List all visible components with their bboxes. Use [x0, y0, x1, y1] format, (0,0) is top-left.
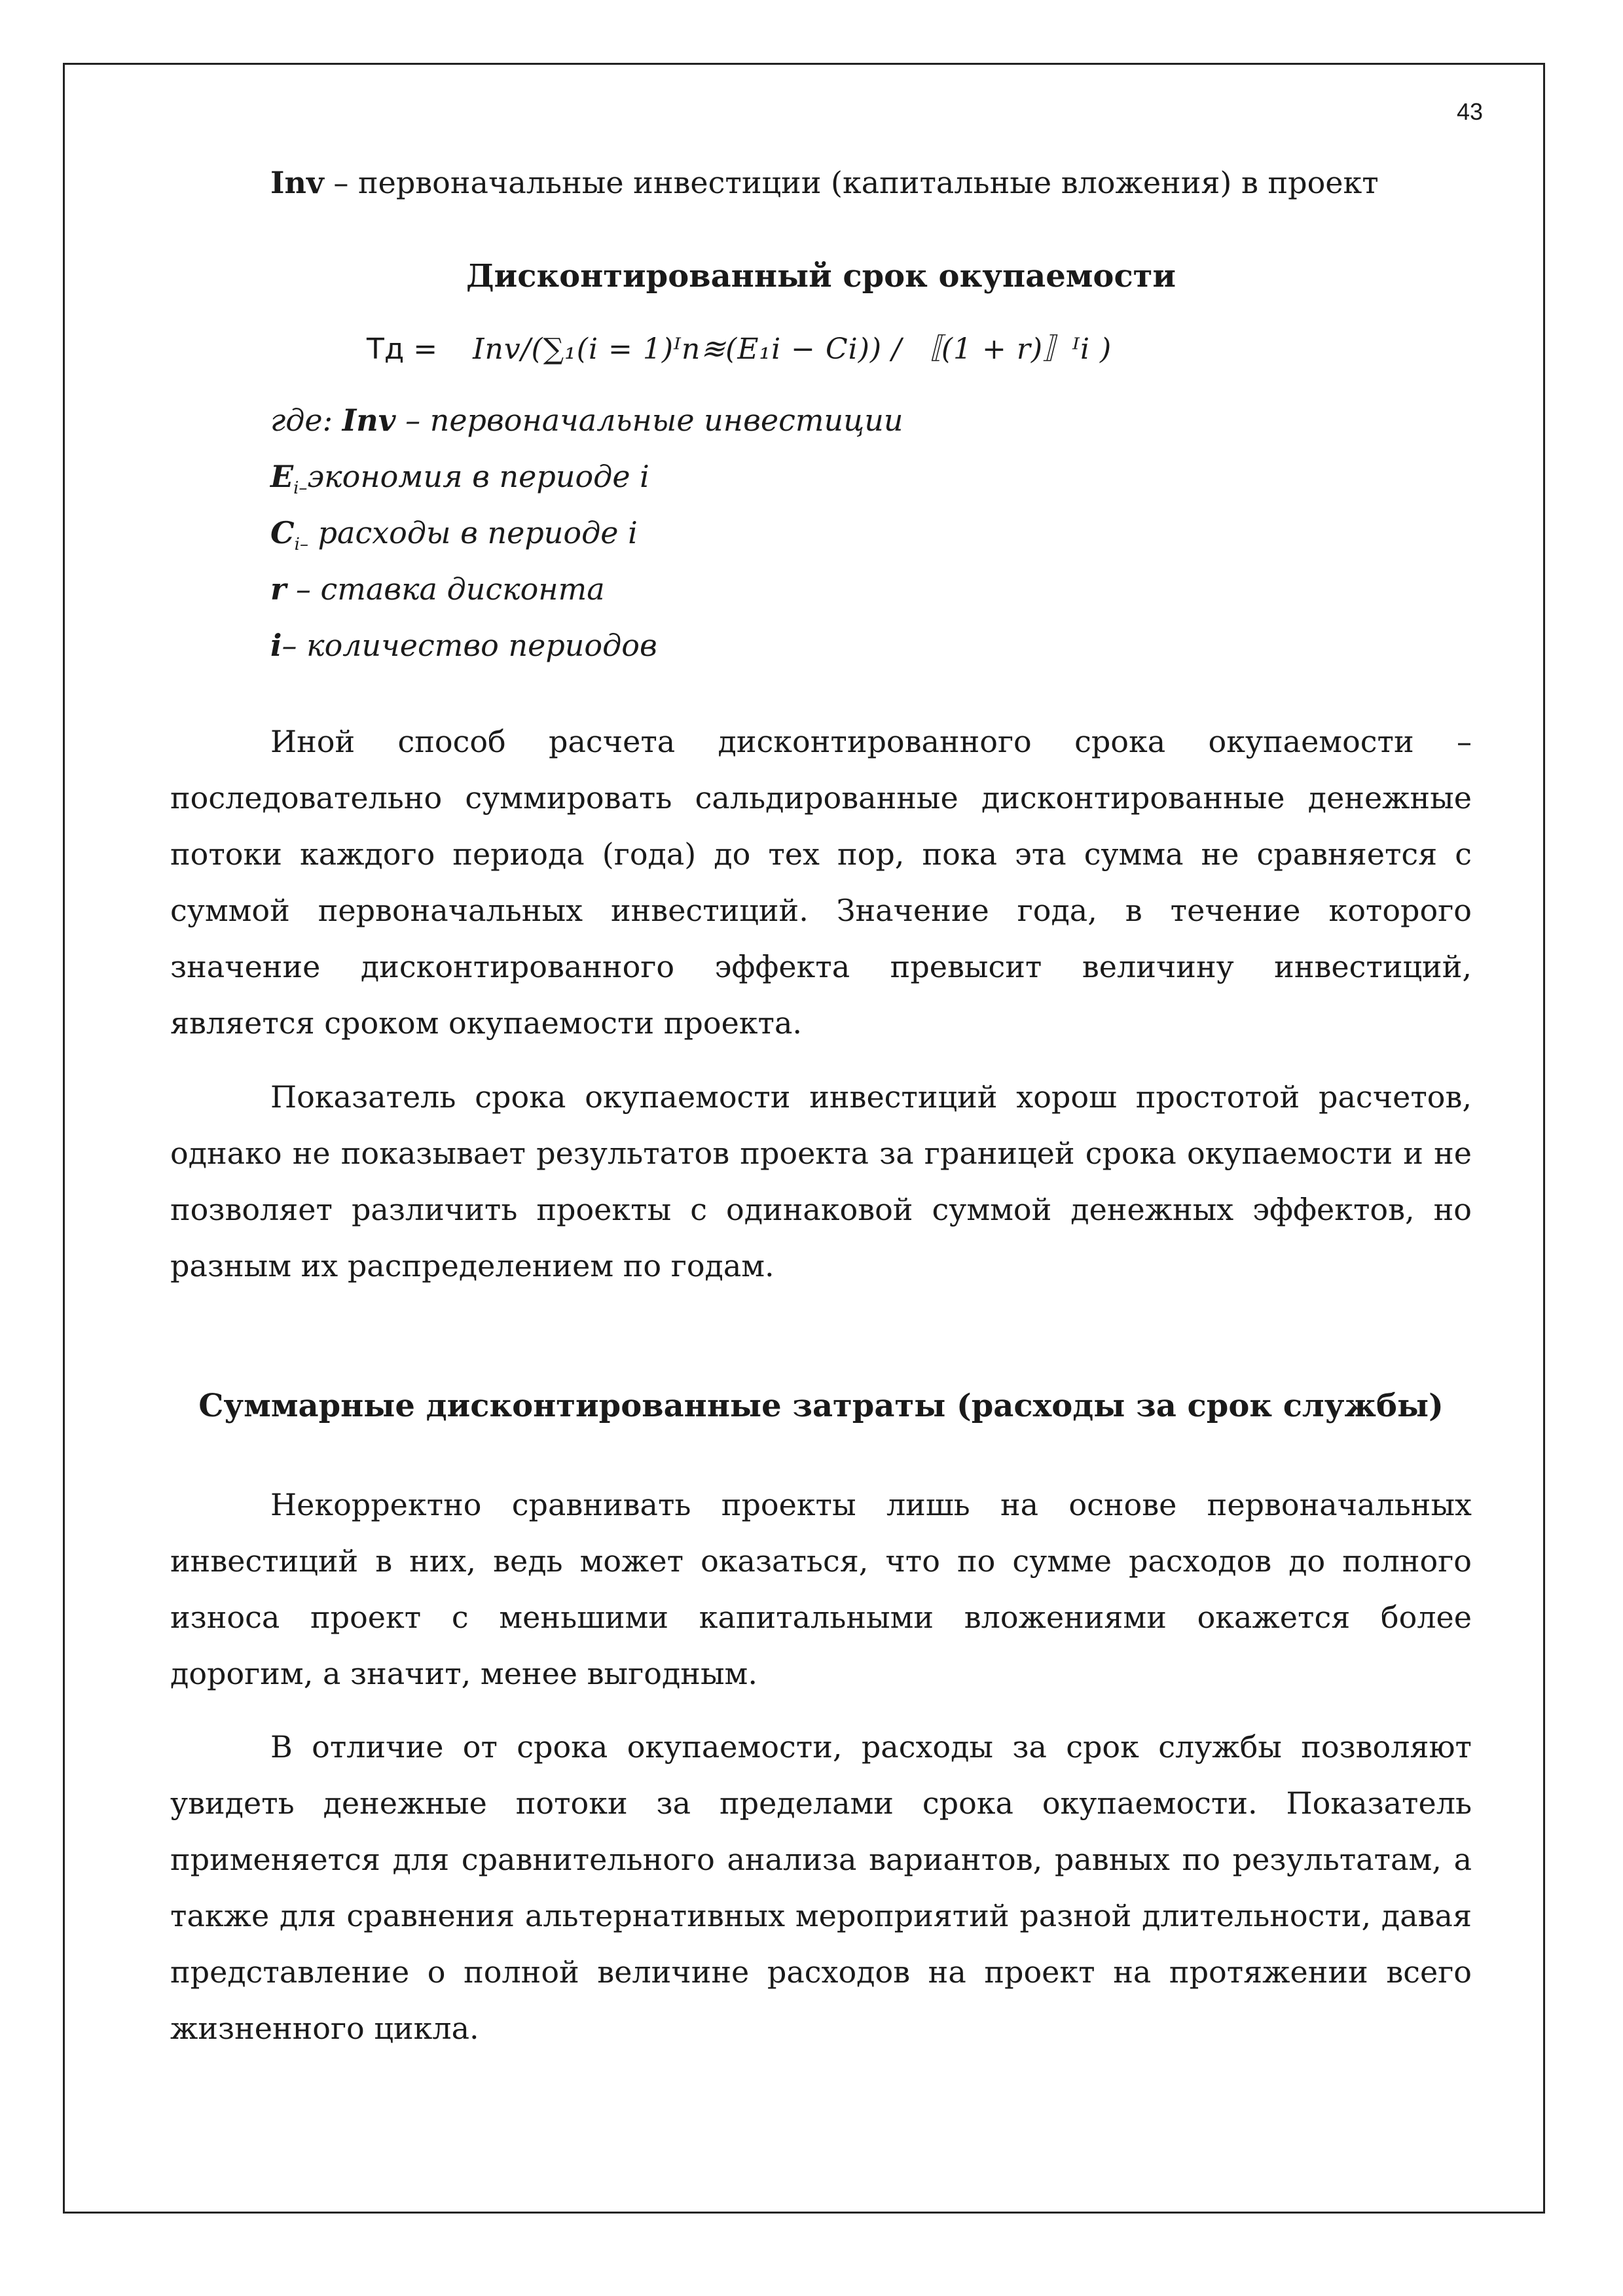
legend-text: экономия в периоде i — [307, 459, 649, 494]
legend-text: расходы в периоде i — [308, 515, 638, 550]
body-paragraph: Иной способ расчета дисконтированного срока окупаемости – последовательно суммировать сальдированные дисконтированные денежные потоки каждого периода (года) до тех пор, пока эта сумма не сравняется с суммой первоначальных инвестиций. Значение года, в течение которого значение дисконтированного эффекта превысит величину инвестиций, является сроком окупаемости проекта. — [170, 724, 1472, 1041]
formula-rhs: Inv/(∑₁(i = 1)ᴵn≋(E₁i − Ci)) / 〚(1 + r)〛ᴵi ) — [473, 332, 1112, 366]
inv-term: Inv — [270, 165, 324, 200]
body-paragraph: В отличие от срока окупаемости, расходы за срок службы позволяют увидеть денежные потоки за пределами срока окупаемости. Показатель применяется для сравнительного анализа вариантов, равных по результатам, а также для сравнения альтернативных мероприятий разной длительности, давая представление о полной величине расходов на проект на протяжении всего жизненного цикла. — [170, 1729, 1472, 2046]
section-heading-discounted-costs: Суммарные дисконтированные затраты (расходы за срок службы) — [198, 1388, 1444, 1424]
formula-lhs: Тд = — [367, 332, 438, 366]
page-number: 43 — [1456, 98, 1483, 125]
legend-text: – первоначальные инвестиции — [395, 403, 903, 438]
legend-item — [270, 627, 657, 664]
body-paragraph: Некорректно сравнивать проекты лишь на основе первоначальных инвестиций в них, ведь может оказаться, что по сумме расходов до полного износа проект с меньшими капитальными вложениями окажется более дорогим, а значит, менее выгодным. — [170, 1487, 1472, 1691]
legend-item — [270, 458, 649, 507]
section-heading-discounted-payback: Дисконтированный срок окупаемости — [465, 258, 1176, 295]
legend-item — [270, 571, 605, 607]
legend-term: Inv — [342, 403, 396, 438]
payback-formula — [367, 331, 1112, 368]
legend-item — [270, 514, 638, 563]
legend-term: r — [270, 571, 287, 607]
legend-term: E — [270, 459, 294, 494]
inv-definition-line — [270, 164, 1379, 201]
legend-term: i — [270, 628, 282, 663]
body-paragraph: Показатель срока окупаемости инвестиций хорош простотой расчетов, однако не показывает результатов проекта за границей срока окупаемости и не позволяет различить проекты с одинаковой суммой денежных эффектов, но разным их распределением по годам. — [170, 1079, 1472, 1283]
legend-term: C — [270, 515, 295, 550]
legend-text: – количество периодов — [282, 628, 657, 663]
legend-subscript: i– — [293, 478, 308, 499]
legend-text: – ставка дисконта — [286, 571, 605, 607]
legend-subscript: i– — [294, 535, 308, 555]
legend-item: где: Inv – первоначальные инвестиции — [270, 403, 903, 438]
inv-definition-text: – первоначальные инвестиции (капитальные вложения) в проект — [323, 165, 1379, 200]
